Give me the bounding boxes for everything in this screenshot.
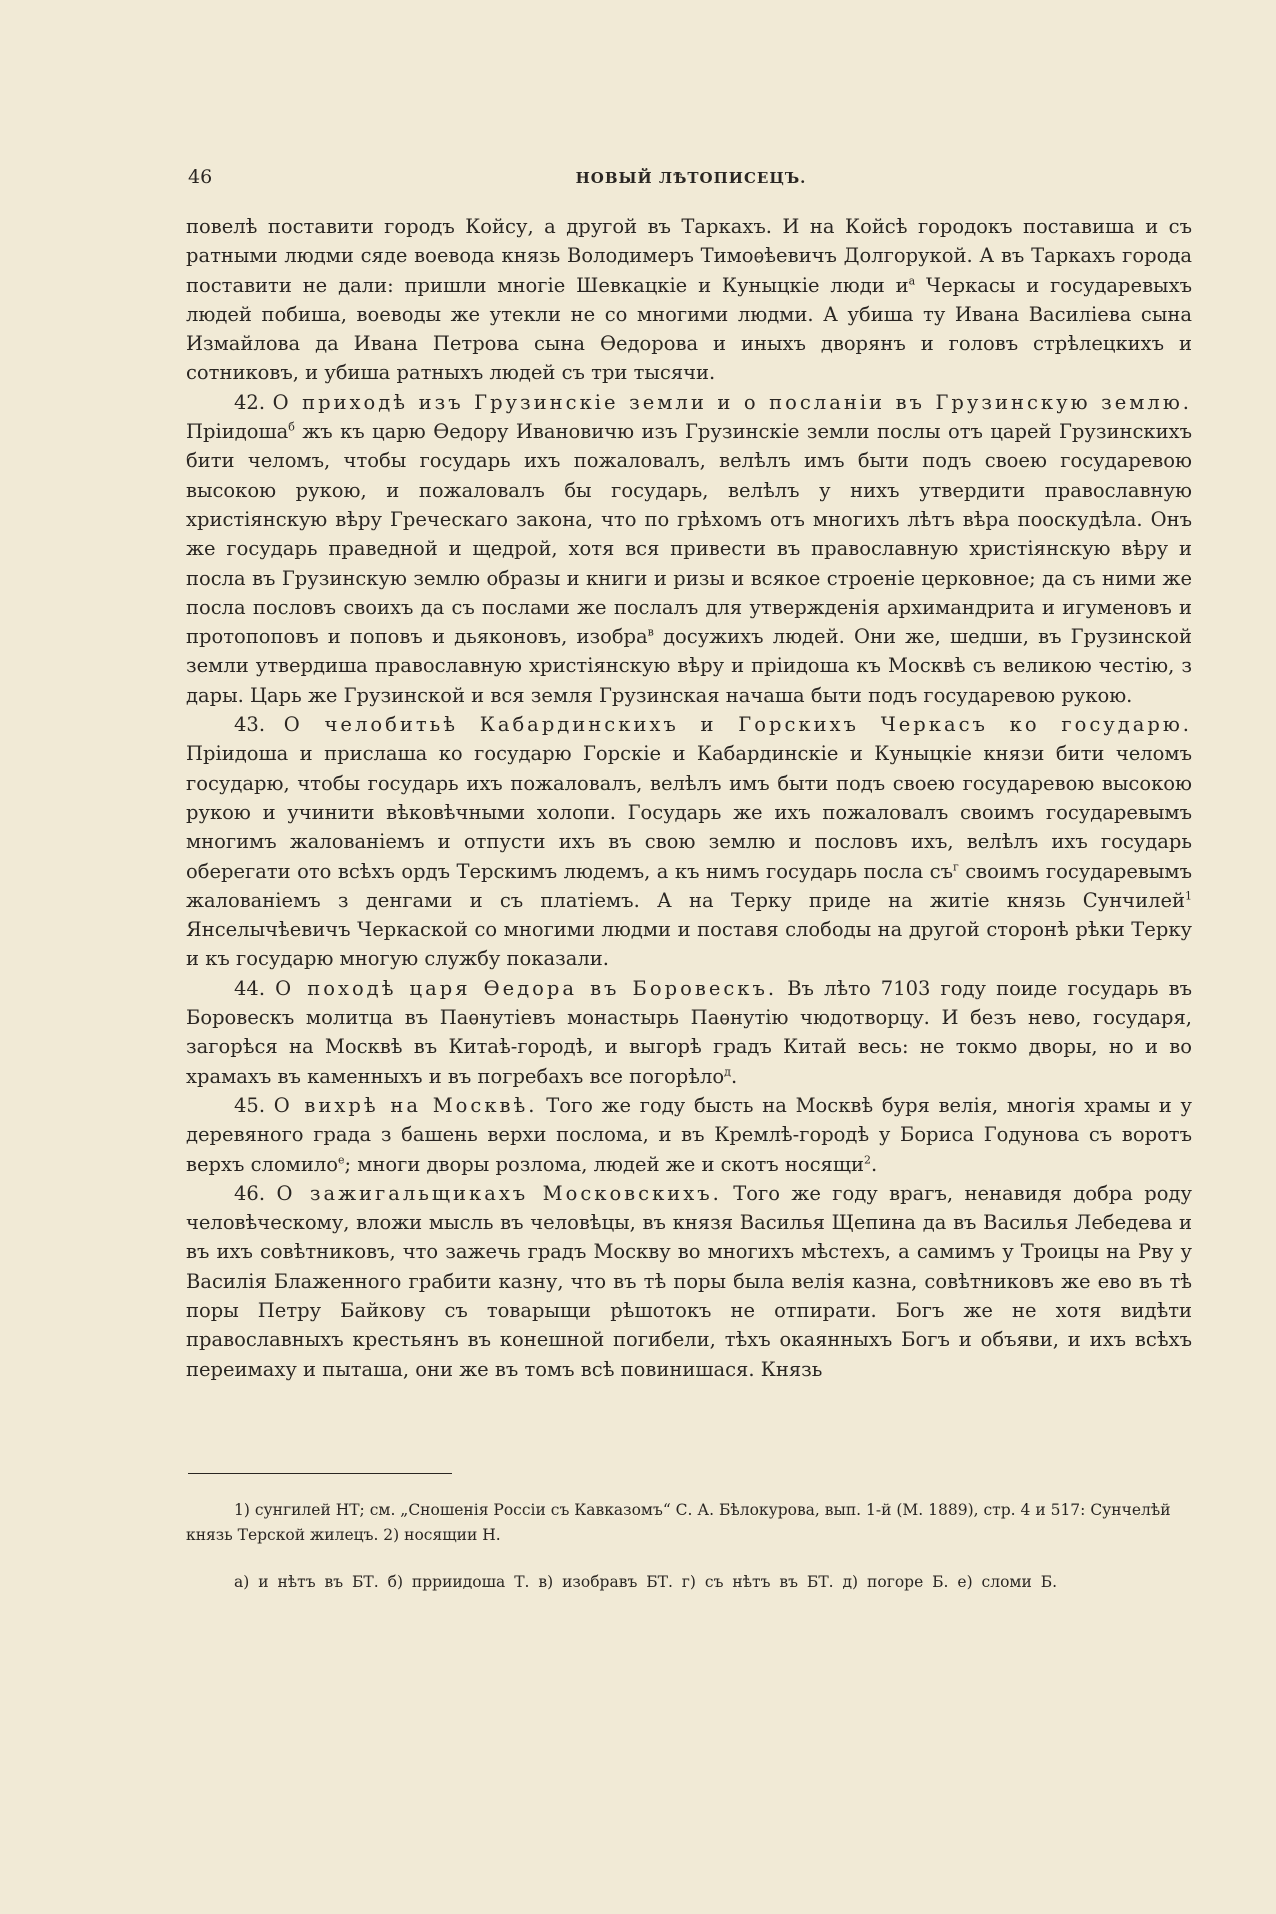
variant-marker: д (724, 1065, 731, 1079)
section-title: О вихрѣ на Москвѣ. (273, 1093, 538, 1117)
footnote-numbered: 1) сунгилей НТ; см. „Сношенія Россіи съ Кавказомъ“ С. А. Бѣлокурова, вып. 1-й (М. 1889), стр. 4 и 517: Сунчелѣй князь Терской жилецъ. 2) носящии Н. (186, 1501, 1171, 1544)
section-title: О походѣ царя Ѳедора въ Боровескъ. (275, 976, 778, 1000)
footnotes (186, 1498, 1192, 1595)
section-number: 44. (234, 976, 266, 1000)
variant-marker: а (908, 274, 916, 288)
page-number: 46 (188, 166, 213, 188)
section-title: О приходѣ изъ Грузинскіе земли и о посланіи въ Грузинскую землю. (272, 390, 1192, 414)
section-number: 45. (234, 1093, 266, 1117)
section-46: 46. О зажигальщикахъ Московскихъ. Того же году врагъ, ненавидя добра роду человѣческому, вложи мысль въ человѣцы, въ князя Василья Щепина да въ Василья Лебедева и въ ихъ совѣтниковъ, что зажечь градъ Москву во многихъ мѣстехъ, а самимъ у Троицы на Рву у Василія Блаженного грабити казну, что въ тѣ поры была велія казна, совѣтниковъ же ево въ тѣ поры Петру Байкову съ товарыщи рѣшотокъ не отпирати. Богъ же не хотя видѣти православныхъ крестьянъ въ конешной погибели, тѣхъ окаянныхъ Богъ и объяви, и ихъ всѣхъ переимаху и пыташа, они же въ томъ всѣ повинишася. Князь (186, 1181, 1193, 1381)
variant-marker: в (647, 625, 654, 639)
footnote-variants: а) и нѣтъ въ БТ. б) прриидоша Т. в) изобравъ БТ. г) съ нѣтъ въ БТ. д) погоре Б. е) сломи Б. (234, 1573, 1058, 1591)
section-number: 43. (234, 713, 266, 737)
footnote-divider (188, 1473, 452, 1474)
section-43: 43. О челобитьѣ Кабардинскихъ и Горскихъ Черкасъ ко государю. Пріидоша и прислаша ко государю Горскіе и Кабардинскіе и Куныцкіе князи бити челомъ государю, чтобы государь ихъ пожаловалъ, велѣлъ имъ быти подъ своею государевою высокою рукою и учинити вѣковѣчными холопи. Государь же ихъ пожаловалъ своимъ государевымъ многимъ жалованіемъ и отпусти ихъ въ свою землю и пословъ ихъ, велѣлъ ихъ государь оберегати ото всѣхъ ордъ Терскимъ людемъ, а къ нимъ государь посла $съ^г$ своимъ государевымъ жалованіемъ з денгами и съ платіемъ. А на Терку приде на житіе князь Сунчилей$^1$ Янселычѣевичъ Черкаской со многими людми и поставя слободы на другой сторонѣ рѣки Терку и къ государю многую службу показали. (186, 713, 1193, 971)
variant-marker: б (288, 420, 295, 434)
section-44: 44. О походѣ царя Ѳедора въ Боровескъ. Въ лѣто 7103 году поиде государь въ Боровескъ молитца въ Паѳнутіевъ монастырь Паѳнутію чюдотворцу. И безъ нево, государя, загорѣся на Москвѣ въ Китаѣ-городѣ, и выгорѣ градъ Китай весь: не токмо дворы, но и во храмахъ въ каменныхъ и въ погребахъ все погорѣло$^д$. (186, 976, 1193, 1088)
variant-marker: г (953, 860, 959, 874)
paragraph-intro: повелѣ поставити городъ Койсу, а другой въ Таркахъ. И на Койсѣ городокъ поставиша и съ ратными людми сяде воевода князь Володимеръ Тимоѳѣевичъ Долгорукой. А въ Таркахъ города поставити не дали: пришли многіе Шевкацкіе и Куныцкіе люди $и^а$ Черкасы и государевыхъ людей побиша, воеводы же утекли не со многими людми. А убиша ту Ивана Василіева сына Измайлова да Ивана Петрова сына Ѳедорова и иныхъ дворянъ и головъ стрѣлецкихъ и сотниковъ, и убиша ратныхъ людей съ три тысячи. (186, 215, 1192, 385)
section-title: О челобитьѣ Кабардинскихъ и Горскихъ Черкасъ ко государю. (283, 713, 1193, 737)
section-45: 45. О вихрѣ на Москвѣ. Того же году бысть на Москвѣ буря велія, многія храмы и у деревяного града з башень верхи послома, и въ Кремлѣ-городѣ у Бориса Годунова съ воротъ верхъ сломило$^е$; многи дворы розлома, людей же и скотъ носящи$^2$. (186, 1093, 1192, 1176)
footnote-marker: 1 (1185, 889, 1192, 903)
section-title: О зажигальщикахъ Московскихъ. (276, 1181, 722, 1205)
footnote-marker: 2 (863, 1153, 871, 1166)
variant-marker: е (337, 1153, 345, 1166)
section-number: 42. (234, 390, 266, 414)
running-title: НОВЫЙ ЛѢТОПИСЕЦЪ. (575, 169, 807, 187)
main-text (186, 212, 1192, 1384)
section-42: 42. О приходѣ изъ Грузинскіе земли и о посланіи въ Грузинскую землю. Пріидоша$^б$ жъ къ царю Ѳедору Ивановичю изъ Грузинскіе земли послы отъ царей Грузинскихъ бити челомъ, чтобы государь ихъ пожаловалъ, велѣлъ имъ быти подъ своею государевою высокою рукою, и пожаловалъ бы государь, велѣлъ у нихъ утвердити православную христіянскую вѣру Греческаго закона, что по грѣхомъ отъ многихъ лѣтъ вѣра пооскудѣла. Онъ же государь праведной и щедрой, хотя вся привести въ православную христіянскую вѣру и посла въ Грузинскую землю образы и книги и ризы и всякое строеніе церковное; да съ ними же посла пословъ своихъ да съ послами же послалъ для утвержденія архимандрита и игуменовъ и протопоповъ и поповъ и дьяконовъ, изобра$^в$ досужихъ людей. Они же, шедши, въ Грузинской земли утвердиша православную христіянскую вѣру и пріидоша къ Москвѣ съ великою честію, з дары. Царь же Грузинской и вся земля Грузинская начаша быти подъ государевою рукою. (186, 390, 1192, 707)
section-number: 46. (234, 1181, 266, 1205)
page-header (188, 166, 1194, 198)
